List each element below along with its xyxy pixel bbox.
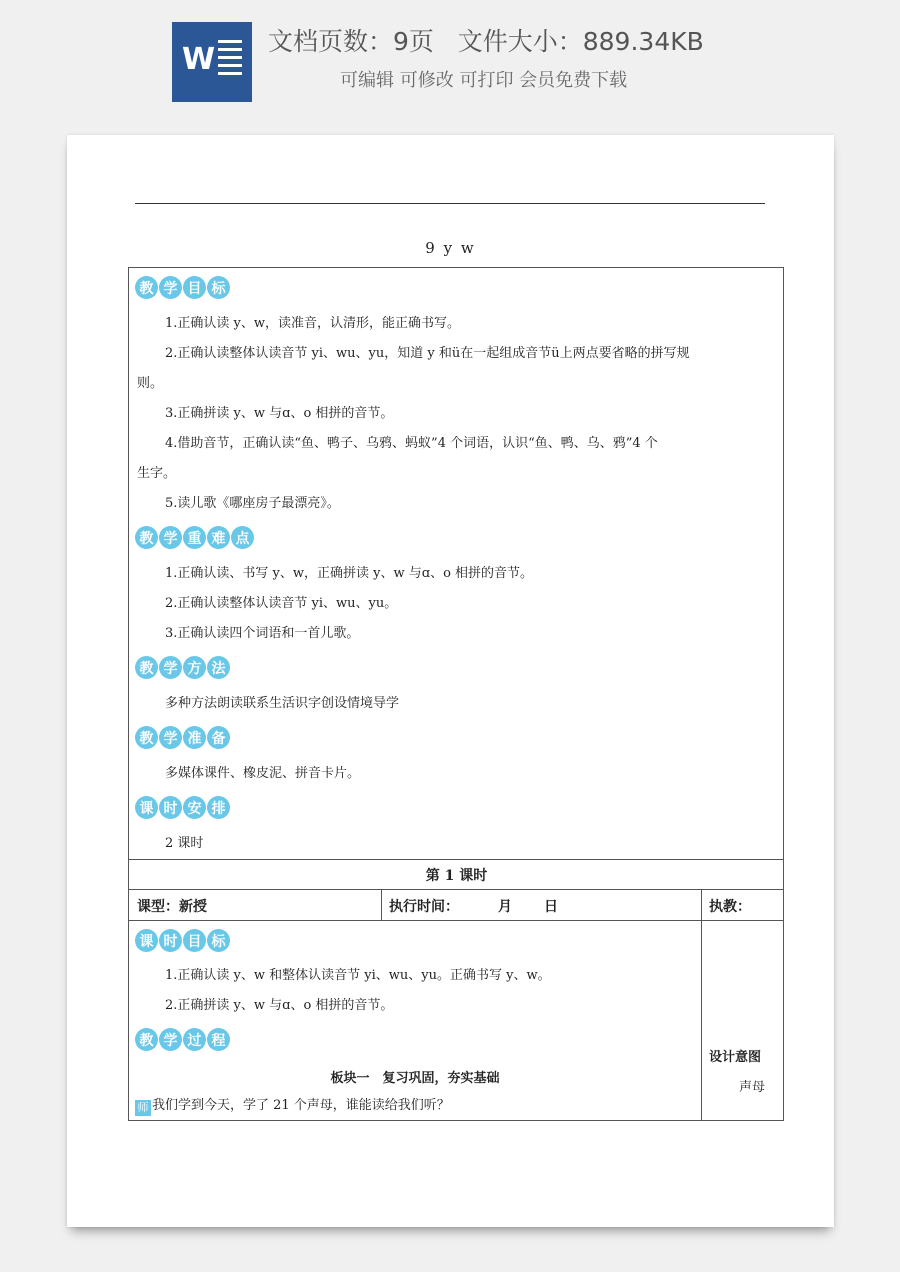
col-divider [381,889,382,920]
design-note: 声母 [739,1080,766,1095]
badge-character: 教 [135,656,158,679]
row-divider [129,920,784,921]
badge-character: 重 [183,526,206,549]
section-badge-method [135,656,230,679]
badge-character: 目 [183,276,206,299]
row-divider [129,889,784,890]
section-badge-lesson-goals [135,929,230,952]
goal-item: 3.正确拼读 y、w 与ɑ、o 相拼的音节。 [165,406,394,421]
teacher-line [135,1094,450,1116]
goal-item: 1.正确认读 y、w，读准音，认清形，能正确书写。 [165,316,461,331]
keypoint-item: 3.正确认读四个词语和一首儿歌。 [165,626,360,641]
badge-character: 准 [183,726,206,749]
keypoint-item: 2.正确认读整体认读音节 yi、wu、yu。 [165,596,398,611]
goal-item: 生字。 [137,466,177,481]
section-badge-process [135,1028,230,1051]
teacher-label: 执教： [709,899,751,915]
badge-character: 时 [159,796,182,819]
badge-character: 难 [207,526,230,549]
badge-character: 学 [159,276,182,299]
badge-character: 备 [207,726,230,749]
section-badge-keypoints [135,526,254,549]
design-intent-label: 设计意图 [709,1050,762,1065]
lesson-title: 第 1 课时 [425,868,488,884]
badge-character: 教 [135,726,158,749]
file-info: 文档页数：9页 文件大小：889.34KB [268,27,704,56]
badge-character: 安 [183,796,206,819]
method-text: 多种方法朗读联系生活识字创设情境导学 [165,696,400,711]
badge-character: 教 [135,526,158,549]
word-icon-letter: W [182,42,216,77]
word-document-icon [172,22,252,102]
goal-item: 5.读儿歌《哪座房子最漂亮》。 [165,496,340,511]
badge-character: 学 [159,726,182,749]
exec-day: 日 [544,899,558,915]
download-banner [0,0,900,120]
badge-character: 教 [135,1028,158,1051]
badge-character: 课 [135,796,158,819]
row-divider [129,859,784,860]
document-title: 9 y w [425,239,476,257]
header-rule [135,203,765,204]
teacher-mark-icon: 师 [135,1100,151,1116]
prep-text: 多媒体课件、橡皮泥、拼音卡片。 [165,766,361,781]
goal-item: 2.正确认读整体认读音节 yi、wu、yu，知道 y 和ü在一起组成音节ü上两点要省略的拼写规 [165,346,690,361]
badge-character: 标 [207,276,230,299]
badge-character: 目 [183,929,206,952]
lesson-plan-table [128,267,784,1121]
goal-item: 4.借助音节，正确认读“鱼、鸭子、乌鸦、蚂蚁”4 个词语，认识“鱼、鸭、乌、鸦”4 个 [165,436,658,451]
block-title: 板块一 复习巩固，夯实基础 [330,1071,500,1086]
exec-time-label: 执行时间： [389,899,459,915]
schedule-text: 2 课时 [165,836,204,851]
section-badge-prep [135,726,230,749]
lesson-goal-item: 2.正确拼读 y、w 与ɑ、o 相拼的音节。 [165,998,394,1013]
lesson-type: 课型：新授 [137,899,207,915]
goal-item: 则。 [137,376,164,391]
file-features: 可编辑 可修改 可打印 会员免费下载 [340,70,628,91]
section-badge-goals [135,276,230,299]
col-divider [701,889,702,1121]
badge-character: 标 [207,929,230,952]
exec-month: 月 [498,899,512,915]
section-badge-schedule [135,796,230,819]
badge-character: 教 [135,276,158,299]
badge-character: 学 [159,1028,182,1051]
keypoint-item: 1.正确认读、书写 y、w，正确拼读 y、w 与ɑ、o 相拼的音节。 [165,566,534,581]
badge-character: 点 [231,526,254,549]
badge-character: 课 [135,929,158,952]
badge-character: 法 [207,656,230,679]
badge-character: 过 [183,1028,206,1051]
badge-character: 方 [183,656,206,679]
badge-character: 学 [159,526,182,549]
badge-character: 学 [159,656,182,679]
badge-character: 排 [207,796,230,819]
teacher-line-text: 我们学到今天，学了 21 个声母，谁能读给我们听？ [152,1098,450,1113]
badge-character: 时 [159,929,182,952]
lesson-goal-item: 1.正确认读 y、w 和整体认读音节 yi、wu、yu。正确书写 y、w。 [165,968,551,983]
badge-character: 程 [207,1028,230,1051]
document-page [67,135,834,1227]
